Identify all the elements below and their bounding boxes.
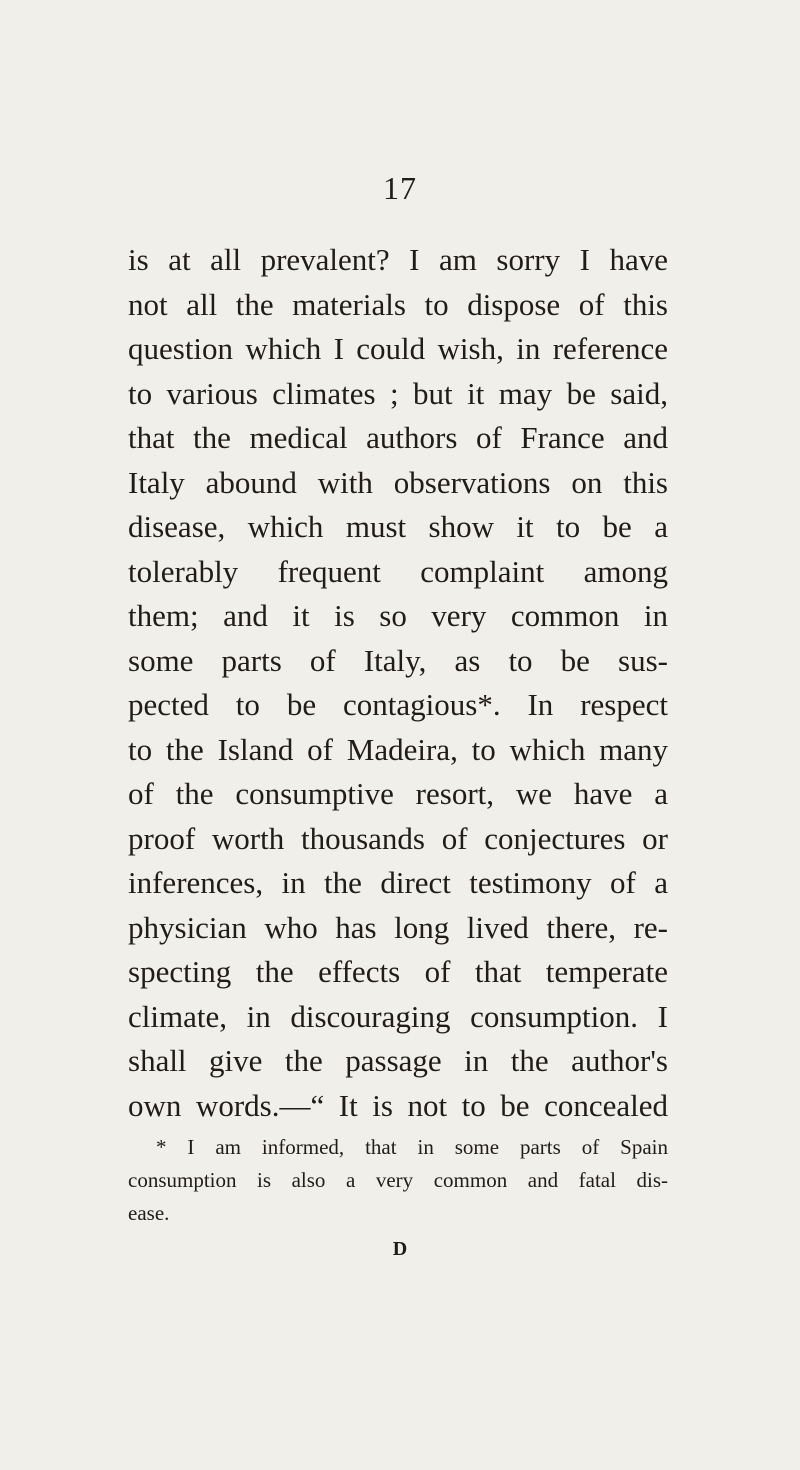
text-line: is at all prevalent? I am sorry I have — [128, 242, 668, 277]
text-line: climate, in discouraging consumption. I — [128, 998, 668, 1034]
text-line: some parts of Italy, as to be sus- — [128, 642, 668, 678]
text-line: to the Island of Madeira, to which many — [128, 731, 668, 767]
text-line: shall give the passage in the author's — [128, 1043, 668, 1078]
text-line: disease, which must show it to be a — [128, 509, 668, 544]
text-line: of the consumptive resort, we have a — [128, 776, 668, 811]
text-line: tolerably frequent complaint among — [128, 553, 668, 589]
text-line: physician who has long lived there, re- — [128, 909, 668, 945]
text-line: own words.—“ It is not to be concealed — [128, 1087, 668, 1123]
text-line: Italy abound with observations on this — [128, 464, 668, 500]
text-line: pected to be contagious*. In respect — [128, 687, 668, 722]
text-line: that the medical authors of France and — [128, 420, 668, 455]
text-line: not all the materials to dispose of this — [128, 286, 668, 322]
text-line: question which I could wish, in reference — [128, 331, 668, 366]
text-line: them; and it is so very common in — [128, 598, 668, 633]
body-text — [128, 238, 668, 1128]
text-line: specting the effects of that temperate — [128, 954, 668, 989]
text-line: inferences, in the direct testimony of a — [128, 865, 668, 900]
text-line: to various climates ; but it may be said, — [128, 375, 668, 411]
page-number: 17 — [383, 170, 417, 206]
signature-mark: D — [392, 1238, 408, 1260]
text-line: proof worth thousands of conjectures or — [128, 820, 668, 856]
footnote — [128, 1131, 668, 1230]
footnote-line: consumption is also a very common and fatal dis- — [128, 1168, 668, 1192]
footnote-line: * I am informed, that in some parts of Spain — [156, 1135, 668, 1159]
footnote-line: ease. — [128, 1201, 170, 1225]
